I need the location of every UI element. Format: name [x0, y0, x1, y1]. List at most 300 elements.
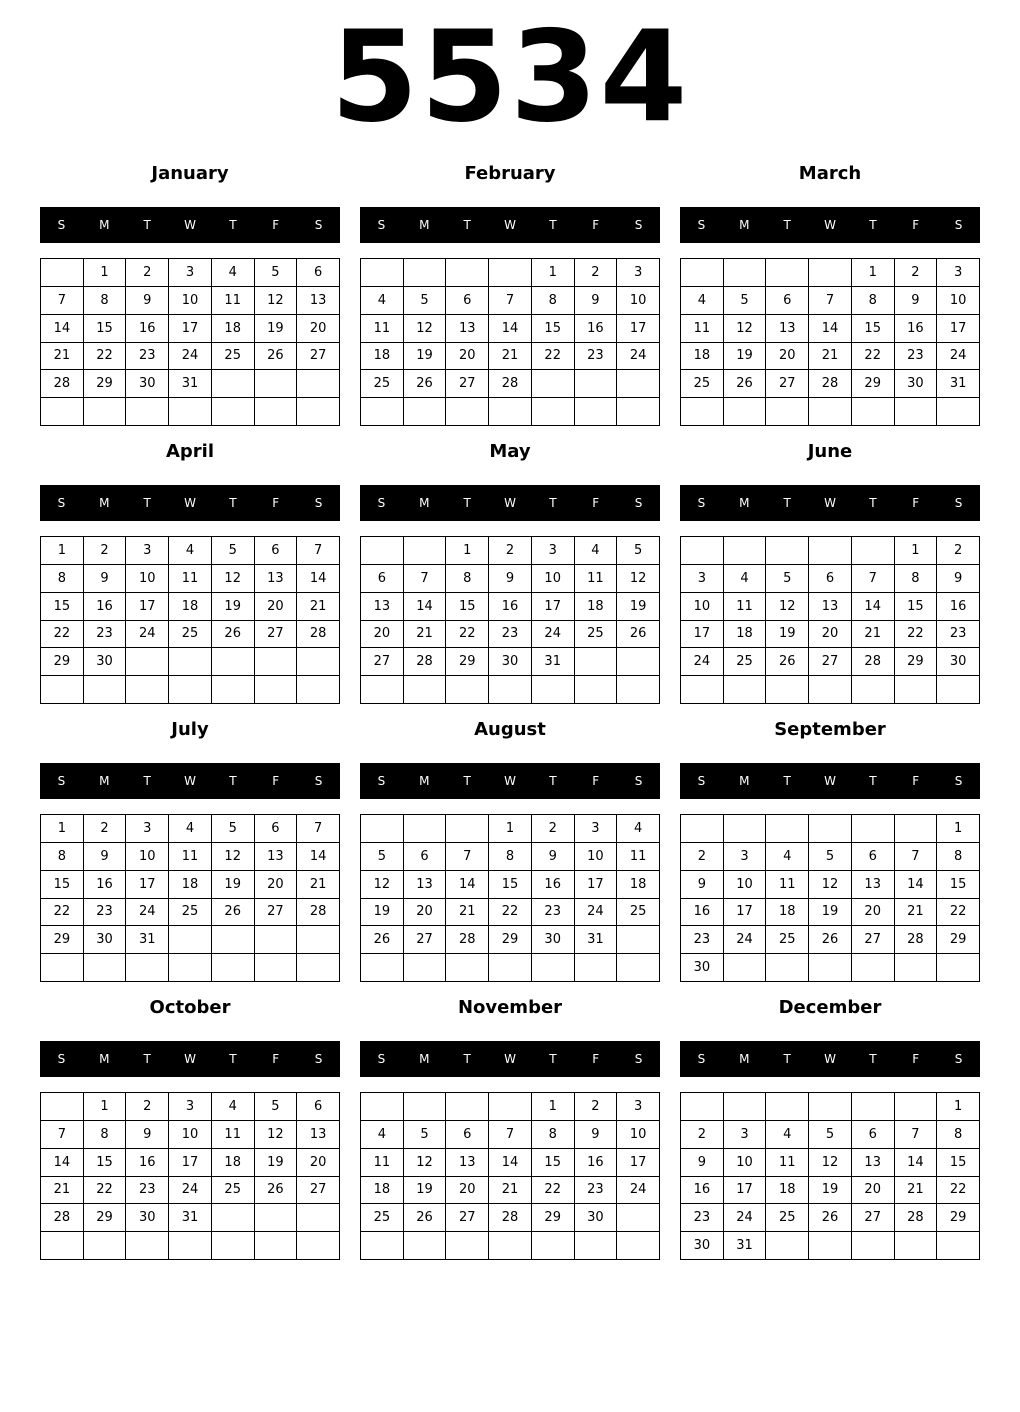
day-cell: 5 — [255, 1093, 298, 1121]
day-cell: 8 — [41, 843, 84, 871]
day-cell: 14 — [41, 1149, 84, 1177]
day-cell: 27 — [297, 1177, 340, 1205]
day-cell: 26 — [617, 621, 660, 649]
month-name: November — [457, 997, 563, 1018]
empty-cell — [617, 1232, 660, 1260]
day-cell: 6 — [852, 843, 895, 871]
day-grid — [680, 536, 980, 704]
day-cell: 23 — [937, 621, 980, 649]
weekday-label: S — [57, 774, 66, 788]
empty-cell — [361, 1232, 404, 1260]
month-december — [680, 997, 980, 1267]
day-cell: 25 — [766, 1204, 809, 1232]
empty-cell — [446, 398, 489, 426]
empty-cell — [617, 648, 660, 676]
day-cell: 24 — [937, 343, 980, 371]
empty-cell — [766, 259, 809, 287]
empty-cell — [937, 676, 980, 704]
day-grid — [360, 536, 660, 704]
weekday-label: S — [377, 218, 386, 232]
weekday-label: T — [783, 218, 791, 232]
day-cell: 27 — [446, 370, 489, 398]
weekday-label: S — [314, 218, 323, 232]
empty-cell — [681, 676, 724, 704]
day-cell: 27 — [297, 343, 340, 371]
day-cell: 31 — [169, 1204, 212, 1232]
day-cell: 13 — [297, 1121, 340, 1149]
month-name: October — [149, 997, 231, 1018]
weekday-label: T — [143, 218, 151, 232]
day-cell: 14 — [446, 871, 489, 899]
day-cell: 3 — [169, 259, 212, 287]
empty-cell — [212, 954, 255, 982]
weekday-label: M — [739, 1052, 750, 1066]
day-cell: 30 — [489, 648, 532, 676]
month-november — [360, 997, 660, 1267]
weekday-label: W — [184, 218, 196, 232]
day-cell: 4 — [361, 287, 404, 315]
empty-cell — [361, 954, 404, 982]
day-cell: 6 — [297, 1093, 340, 1121]
day-cell: 13 — [255, 565, 298, 593]
day-cell: 11 — [766, 871, 809, 899]
empty-cell — [126, 648, 169, 676]
month-april — [40, 441, 340, 711]
day-cell: 16 — [895, 315, 938, 343]
empty-cell — [724, 1093, 767, 1121]
day-cell: 16 — [126, 315, 169, 343]
month-name: February — [464, 163, 556, 184]
day-cell: 7 — [446, 843, 489, 871]
empty-cell — [361, 1093, 404, 1121]
weekday-label: M — [419, 774, 430, 788]
day-cell: 5 — [404, 287, 447, 315]
empty-cell — [937, 1232, 980, 1260]
empty-cell — [766, 954, 809, 982]
day-cell: 15 — [84, 1149, 127, 1177]
day-cell: 14 — [895, 871, 938, 899]
day-cell: 7 — [895, 1121, 938, 1149]
empty-cell — [297, 1232, 340, 1260]
day-cell: 26 — [255, 343, 298, 371]
empty-cell — [361, 815, 404, 843]
day-cell: 27 — [255, 899, 298, 927]
weekday-label: F — [272, 1052, 280, 1066]
day-cell: 6 — [404, 843, 447, 871]
day-cell: 9 — [575, 1121, 618, 1149]
empty-cell — [404, 259, 447, 287]
day-cell: 30 — [84, 648, 127, 676]
day-cell: 27 — [852, 926, 895, 954]
day-cell: 21 — [809, 343, 852, 371]
day-cell: 4 — [212, 1093, 255, 1121]
day-cell: 30 — [681, 1232, 724, 1260]
day-cell: 10 — [532, 565, 575, 593]
weekday-label: W — [824, 496, 836, 510]
day-cell: 19 — [766, 621, 809, 649]
day-cell: 22 — [532, 1177, 575, 1205]
day-cell: 23 — [532, 899, 575, 927]
day-cell: 10 — [169, 1121, 212, 1149]
day-cell: 18 — [724, 621, 767, 649]
day-cell: 22 — [937, 1177, 980, 1205]
day-cell: 15 — [532, 1149, 575, 1177]
empty-cell — [575, 398, 618, 426]
day-cell: 14 — [489, 315, 532, 343]
day-cell: 7 — [809, 287, 852, 315]
day-cell: 5 — [404, 1121, 447, 1149]
day-cell: 20 — [297, 315, 340, 343]
day-cell: 12 — [361, 871, 404, 899]
weekday-label: M — [739, 774, 750, 788]
weekday-label: S — [314, 774, 323, 788]
day-cell: 6 — [852, 1121, 895, 1149]
month-may — [360, 441, 660, 711]
month-september — [680, 719, 980, 989]
weekday-label: W — [184, 1052, 196, 1066]
day-cell: 1 — [532, 1093, 575, 1121]
day-cell: 26 — [724, 370, 767, 398]
weekday-header — [40, 485, 340, 521]
empty-cell — [212, 398, 255, 426]
day-cell: 29 — [446, 648, 489, 676]
day-cell: 26 — [361, 926, 404, 954]
day-cell: 15 — [41, 871, 84, 899]
empty-cell — [895, 398, 938, 426]
day-cell: 25 — [724, 648, 767, 676]
day-cell: 20 — [766, 343, 809, 371]
day-cell: 10 — [126, 565, 169, 593]
day-cell: 17 — [532, 593, 575, 621]
day-cell: 10 — [169, 287, 212, 315]
day-cell: 22 — [937, 899, 980, 927]
weekday-label: S — [954, 1052, 963, 1066]
empty-cell — [766, 1232, 809, 1260]
day-cell: 12 — [404, 1149, 447, 1177]
day-cell: 9 — [575, 287, 618, 315]
day-cell: 7 — [895, 843, 938, 871]
day-cell: 25 — [212, 343, 255, 371]
day-cell: 9 — [895, 287, 938, 315]
day-cell: 4 — [724, 565, 767, 593]
day-cell: 25 — [361, 370, 404, 398]
day-cell: 20 — [852, 899, 895, 927]
month-name: March — [798, 163, 862, 184]
empty-cell — [297, 676, 340, 704]
empty-cell — [255, 954, 298, 982]
weekday-label: T — [549, 496, 557, 510]
day-cell: 28 — [297, 899, 340, 927]
empty-cell — [212, 926, 255, 954]
day-cell: 19 — [404, 343, 447, 371]
day-cell: 22 — [895, 621, 938, 649]
month-name: July — [171, 719, 209, 740]
day-cell: 30 — [895, 370, 938, 398]
empty-cell — [852, 676, 895, 704]
day-cell: 9 — [681, 1149, 724, 1177]
day-cell: 2 — [489, 537, 532, 565]
empty-cell — [724, 954, 767, 982]
day-cell: 28 — [895, 1204, 938, 1232]
empty-cell — [446, 676, 489, 704]
day-cell: 11 — [169, 843, 212, 871]
day-grid — [40, 1092, 340, 1260]
day-cell: 14 — [297, 843, 340, 871]
weekday-label: S — [697, 1052, 706, 1066]
day-cell: 2 — [575, 259, 618, 287]
empty-cell — [532, 398, 575, 426]
day-cell: 13 — [852, 871, 895, 899]
empty-cell — [489, 954, 532, 982]
weekday-header — [360, 1041, 660, 1077]
day-cell: 5 — [255, 259, 298, 287]
empty-cell — [126, 676, 169, 704]
empty-cell — [84, 954, 127, 982]
weekday-label: T — [143, 1052, 151, 1066]
empty-cell — [446, 259, 489, 287]
day-cell: 22 — [852, 343, 895, 371]
empty-cell — [169, 954, 212, 982]
empty-cell — [681, 815, 724, 843]
day-cell: 6 — [446, 1121, 489, 1149]
empty-cell — [895, 1232, 938, 1260]
weekday-label: T — [549, 218, 557, 232]
empty-cell — [212, 676, 255, 704]
day-cell: 5 — [766, 565, 809, 593]
empty-cell — [724, 676, 767, 704]
day-cell: 23 — [575, 1177, 618, 1205]
day-cell: 24 — [575, 899, 618, 927]
day-cell: 4 — [361, 1121, 404, 1149]
day-cell: 14 — [895, 1149, 938, 1177]
day-cell: 16 — [681, 899, 724, 927]
weekday-label: T — [463, 1052, 471, 1066]
day-cell: 10 — [724, 1149, 767, 1177]
weekday-header — [40, 1041, 340, 1077]
day-cell: 21 — [41, 343, 84, 371]
day-cell: 17 — [724, 899, 767, 927]
empty-cell — [255, 1204, 298, 1232]
day-cell: 16 — [126, 1149, 169, 1177]
day-cell: 12 — [809, 1149, 852, 1177]
empty-cell — [446, 1093, 489, 1121]
day-cell: 3 — [724, 843, 767, 871]
day-cell: 1 — [446, 537, 489, 565]
day-cell: 25 — [169, 899, 212, 927]
empty-cell — [212, 370, 255, 398]
day-cell: 1 — [84, 259, 127, 287]
weekday-label: S — [634, 218, 643, 232]
day-cell: 5 — [212, 537, 255, 565]
empty-cell — [766, 398, 809, 426]
empty-cell — [809, 398, 852, 426]
day-cell: 16 — [84, 593, 127, 621]
empty-cell — [575, 1232, 618, 1260]
day-cell: 10 — [575, 843, 618, 871]
weekday-label: S — [954, 774, 963, 788]
day-cell: 24 — [126, 899, 169, 927]
weekday-label: S — [377, 774, 386, 788]
day-cell: 8 — [84, 287, 127, 315]
day-cell: 28 — [297, 621, 340, 649]
day-cell: 4 — [766, 843, 809, 871]
empty-cell — [895, 815, 938, 843]
weekday-label: S — [57, 496, 66, 510]
month-august — [360, 719, 660, 989]
weekday-header — [360, 207, 660, 243]
weekday-label: S — [634, 1052, 643, 1066]
month-january — [40, 163, 340, 433]
day-cell: 7 — [41, 1121, 84, 1149]
empty-cell — [809, 815, 852, 843]
day-cell: 25 — [169, 621, 212, 649]
day-cell: 18 — [212, 315, 255, 343]
day-cell: 30 — [126, 370, 169, 398]
day-cell: 11 — [681, 315, 724, 343]
weekday-header — [40, 763, 340, 799]
day-cell: 12 — [724, 315, 767, 343]
day-cell: 21 — [297, 871, 340, 899]
empty-cell — [895, 676, 938, 704]
day-cell: 16 — [489, 593, 532, 621]
day-cell: 1 — [852, 259, 895, 287]
day-cell: 1 — [84, 1093, 127, 1121]
day-cell: 7 — [297, 537, 340, 565]
month-february — [360, 163, 660, 433]
empty-cell — [809, 676, 852, 704]
empty-cell — [937, 398, 980, 426]
day-cell: 17 — [126, 593, 169, 621]
day-cell: 19 — [809, 899, 852, 927]
empty-cell — [255, 1232, 298, 1260]
empty-cell — [212, 1204, 255, 1232]
day-cell: 1 — [937, 1093, 980, 1121]
day-cell: 29 — [84, 370, 127, 398]
weekday-label: F — [912, 1052, 920, 1066]
day-cell: 26 — [212, 621, 255, 649]
day-cell: 3 — [724, 1121, 767, 1149]
day-cell: 31 — [126, 926, 169, 954]
empty-cell — [41, 676, 84, 704]
weekday-label: F — [912, 774, 920, 788]
empty-cell — [532, 370, 575, 398]
empty-cell — [255, 370, 298, 398]
day-cell: 23 — [84, 621, 127, 649]
day-cell: 17 — [126, 871, 169, 899]
day-cell: 24 — [681, 648, 724, 676]
empty-cell — [724, 398, 767, 426]
day-cell: 7 — [41, 287, 84, 315]
day-cell: 2 — [126, 1093, 169, 1121]
month-name: April — [165, 441, 215, 462]
day-cell: 7 — [404, 565, 447, 593]
day-cell: 11 — [724, 593, 767, 621]
weekday-label: F — [592, 218, 600, 232]
year-title: 5534 — [330, 3, 690, 150]
day-cell: 8 — [532, 287, 575, 315]
day-cell: 26 — [809, 1204, 852, 1232]
day-cell: 16 — [532, 871, 575, 899]
day-cell: 31 — [575, 926, 618, 954]
day-cell: 22 — [41, 899, 84, 927]
day-cell: 26 — [212, 899, 255, 927]
empty-cell — [809, 537, 852, 565]
weekday-label: F — [272, 218, 280, 232]
empty-cell — [617, 926, 660, 954]
day-cell: 19 — [212, 593, 255, 621]
empty-cell — [575, 648, 618, 676]
empty-cell — [617, 370, 660, 398]
empty-cell — [809, 1093, 852, 1121]
day-cell: 11 — [212, 287, 255, 315]
day-cell: 2 — [895, 259, 938, 287]
day-cell: 12 — [766, 593, 809, 621]
day-cell: 25 — [361, 1204, 404, 1232]
day-cell: 5 — [212, 815, 255, 843]
day-cell: 14 — [41, 315, 84, 343]
empty-cell — [41, 1232, 84, 1260]
weekday-label: T — [869, 496, 877, 510]
month-name: June — [807, 441, 853, 462]
empty-cell — [532, 954, 575, 982]
day-cell: 15 — [84, 315, 127, 343]
day-cell: 11 — [169, 565, 212, 593]
day-cell: 22 — [41, 621, 84, 649]
empty-cell — [404, 815, 447, 843]
weekday-label: S — [697, 774, 706, 788]
day-cell: 26 — [255, 1177, 298, 1205]
empty-cell — [404, 954, 447, 982]
weekday-label: M — [99, 774, 110, 788]
day-cell: 3 — [126, 815, 169, 843]
day-cell: 15 — [937, 1149, 980, 1177]
empty-cell — [575, 676, 618, 704]
day-cell: 8 — [84, 1121, 127, 1149]
weekday-label: F — [912, 218, 920, 232]
empty-cell — [724, 259, 767, 287]
day-cell: 21 — [489, 1177, 532, 1205]
empty-cell — [766, 537, 809, 565]
empty-cell — [255, 398, 298, 426]
empty-cell — [446, 1232, 489, 1260]
day-cell: 10 — [937, 287, 980, 315]
weekday-label: S — [57, 1052, 66, 1066]
day-cell: 5 — [724, 287, 767, 315]
day-cell: 9 — [84, 843, 127, 871]
day-cell: 11 — [361, 315, 404, 343]
day-cell: 15 — [489, 871, 532, 899]
day-cell: 19 — [255, 1149, 298, 1177]
empty-cell — [297, 370, 340, 398]
day-cell: 27 — [766, 370, 809, 398]
day-cell: 13 — [404, 871, 447, 899]
day-cell: 26 — [404, 370, 447, 398]
day-cell: 10 — [617, 287, 660, 315]
day-cell: 21 — [895, 1177, 938, 1205]
day-cell: 14 — [489, 1149, 532, 1177]
weekday-label: M — [99, 218, 110, 232]
day-cell: 22 — [84, 343, 127, 371]
day-cell: 2 — [84, 815, 127, 843]
empty-cell — [617, 676, 660, 704]
day-cell: 18 — [361, 343, 404, 371]
weekday-label: S — [377, 496, 386, 510]
weekday-label: F — [592, 774, 600, 788]
weekday-header — [360, 763, 660, 799]
day-cell: 12 — [255, 287, 298, 315]
empty-cell — [489, 259, 532, 287]
day-cell: 18 — [169, 593, 212, 621]
